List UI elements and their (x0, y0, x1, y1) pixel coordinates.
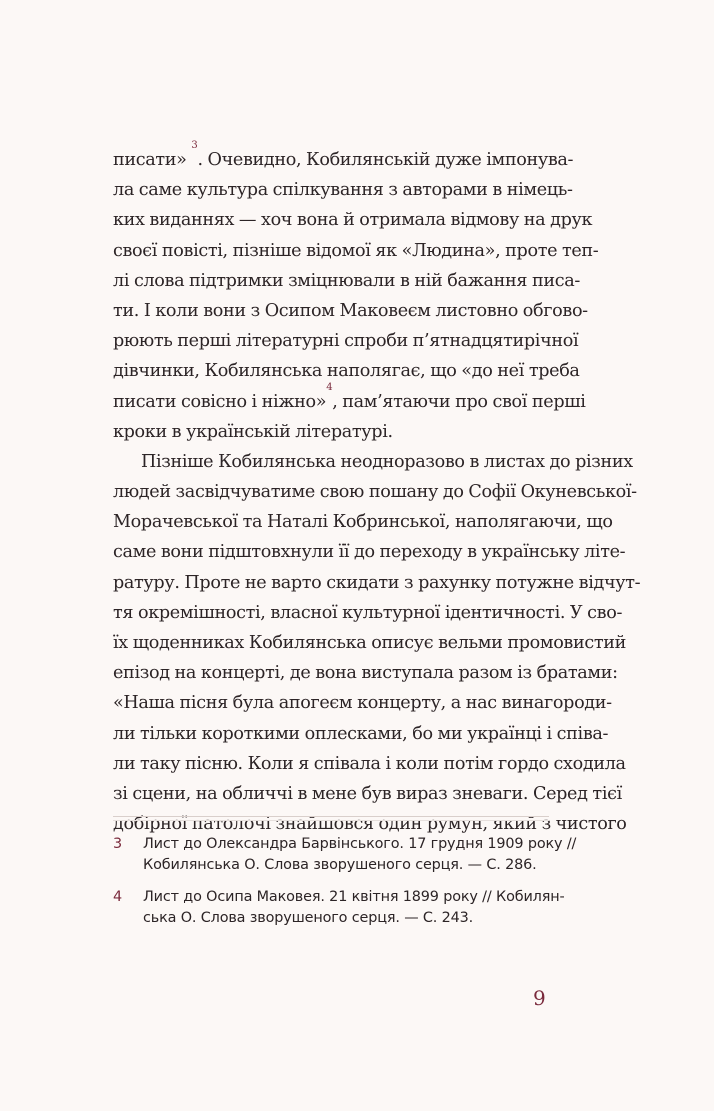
footnote-divider-secondary (113, 820, 549, 821)
text-line: їх щоденниках Кобилянська описує вельми промовистий (113, 633, 627, 653)
text-line: Пізніше Кобилянська неодноразово в листах до різних (141, 451, 633, 472)
text-line: тя окремішності, власної культурної ідентичності. У сво- (113, 602, 623, 623)
text-line: зі сцени, на обличчі в мене був вираз зневаги. Серед тієї (113, 783, 622, 804)
text-line: писати» $^3$. Очевидно, Кобилянській дуже імпонува- (113, 140, 574, 170)
footnote-number: 4 (113, 889, 123, 905)
footnote-number: 3 (113, 836, 123, 852)
text-line: Морачевської та Наталі Кобринської, наполягаючи, що (113, 512, 613, 533)
footnote-3 (113, 834, 577, 875)
footnote-line: Кобилянська О. Слова зворушеного серця. — С. 286. (143, 856, 537, 873)
text-line: дівчинки, Кобилянська наполягає, що «до неї треба (113, 361, 580, 382)
text-line: ла саме культура спілкування з авторами в німець- (113, 180, 573, 201)
text-line: кроки в українській літературі. (113, 421, 393, 442)
footnotes (113, 834, 577, 940)
footnote-ref-3[interactable]: 3 (191, 140, 198, 151)
text-line: писати совісно і ніжно»$^4$, пам’ятаючи про свої перші (113, 381, 586, 412)
text-line: своєї повісті, пізніше відомої як «Людина», проте теп- (113, 240, 599, 261)
footnote-divider (113, 816, 549, 817)
text-line: добірної патолочі знайшовся один румун, який з чистого (113, 814, 627, 835)
text-line: рюють перші літературні спроби п’ятнадцятирічної (113, 331, 579, 352)
text-line: ти. І коли вони з Осипом Маковеєм листовно обгово- (113, 300, 588, 321)
text-line: саме вони підштовхнули її до переходу в українську літе- (113, 542, 626, 563)
text-line: епізод на концерті, де вона виступала разом із братами: (113, 663, 618, 684)
footnote-ref-4[interactable]: 4 (326, 381, 333, 393)
text-line: ратуру. Проте не варто скидати з рахунку потужне відчут- (113, 572, 641, 593)
text-line: «Наша пісня була апогеєм концерту, а нас винагороди- (113, 693, 612, 714)
text-line: людей засвідчуватиме свою пошану до Софії Окуневської- (113, 482, 637, 503)
page-number: 9 (533, 986, 546, 1010)
main-text (113, 140, 641, 839)
text-line: ких виданнях — хоч вона й отримала відмову на друк (113, 210, 593, 231)
footnote-line: Лист до Осипа Маковея. 21 квітня 1899 року // Кобилян- (143, 889, 565, 905)
text-line: ли таку пісню. Коли я співала і коли потім гордо сходила (113, 753, 626, 774)
footnote-4 (113, 887, 565, 928)
footnote-line: ська О. Слова зворушеного серця. — С. 243. (143, 909, 474, 926)
text-line: ли тільки короткими оплесками, бо ми українці і співа- (113, 723, 609, 744)
footnote-line: Лист до Олександра Барвінського. 17 грудня 1909 року // (143, 836, 577, 852)
text-line: лі слова підтримки зміцнювали в ній бажання писа- (113, 270, 580, 291)
